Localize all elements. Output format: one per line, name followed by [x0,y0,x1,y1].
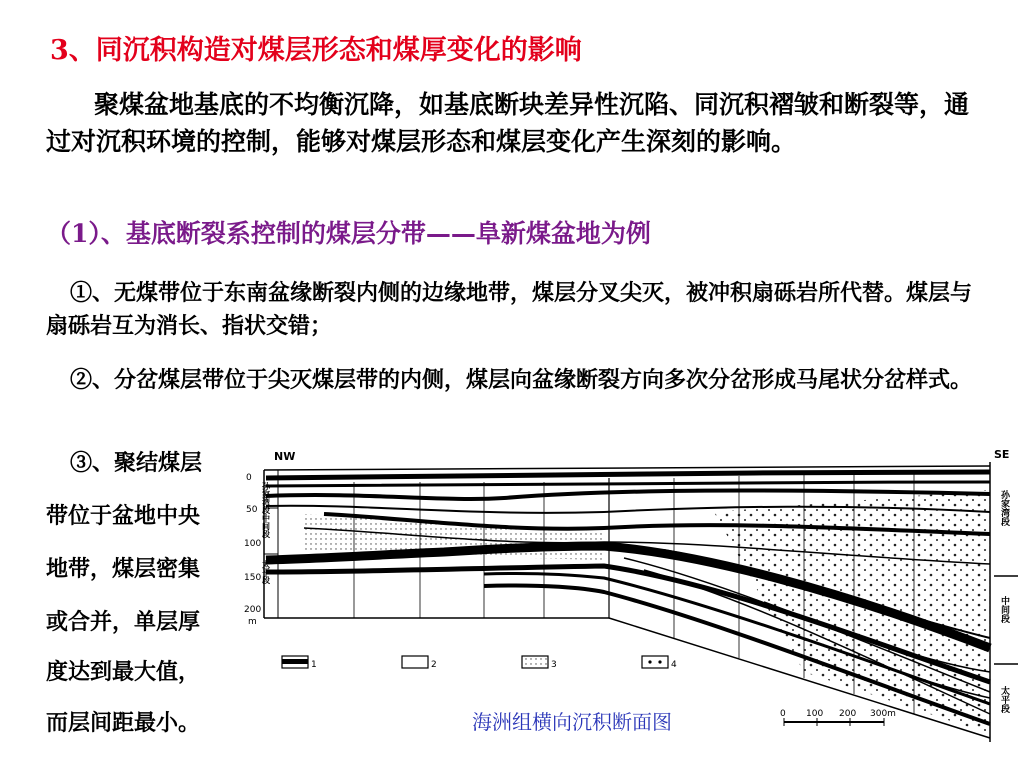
left-unit-label: 孙家湾段 [261,482,271,514]
figure-caption: 海洲组横向沉积断面图 [472,710,672,734]
item-3-line: 带位于盆地中央 [46,503,201,529]
depth-tick: 0 [246,473,252,483]
item-3-line: ③、聚结煤层 [70,450,203,476]
scale-label: 0 [780,709,786,719]
legend-swatch [522,656,548,668]
depth-tick: 150 [244,573,262,583]
left-unit-label: 太平段 [261,560,271,584]
depth-unit: m [248,617,257,627]
item-3-line: 度达到最大值， [46,659,201,685]
legend-swatch [402,656,428,668]
item-3-line: 或合并，单层厚 [46,609,201,635]
intro-paragraph: 聚煤盆地基底的不均衡沉降，如基底断块差异性沉陷、同沉积褶皱和断裂等，通过对沉积环境的控制，能够对煤层形态和煤层变化产生深刻的影响。 [46,90,970,156]
legend-swatch [642,656,668,668]
cross-section-figure [244,442,1024,746]
right-unit-label: 孙家湾段 [999,490,1009,526]
scale-bar [780,709,896,726]
left-unit-label: 中间段 [261,514,271,538]
scale-label: 200 [839,709,857,719]
scale-label: 100 [806,709,824,719]
legend-label: 4 [671,660,677,670]
legend-label: 3 [551,660,557,670]
item-2-paragraph: ②、分岔煤层带位于尖灭煤层带的内侧，煤层向盆缘断裂方向多次分岔形成马尾状分岔样式。 [70,367,973,393]
legend-swatch-coal [282,659,308,664]
scale-label: 300m [870,709,896,719]
legend-label: 1 [311,660,317,670]
depth-tick: 100 [244,539,262,549]
depth-tick: 50 [246,505,258,515]
slide-title: 3、同沉积构造对煤层形态和煤厚变化的影响 [50,35,582,66]
right-unit-label: 中间段 [999,596,1009,623]
se-label: SE [994,448,1010,461]
item-1-paragraph: ①、无煤带位于东南盆缘断裂内侧的边缘地带，煤层分叉尖灭，被冲积扇砾岩所代替。煤层与扇砾岩互为消长、指状交错； [46,280,973,339]
item-3-line: 地带，煤层密集 [46,556,201,582]
legend-label: 2 [431,660,437,670]
section-subtitle: （1）、基底断裂系控制的煤层分带——阜新煤盆地为例 [46,219,651,248]
nw-label: NW [274,450,296,463]
item-3-line: 而层间距最小。 [46,710,201,736]
right-unit-label: 太平段 [999,686,1009,713]
depth-tick: 200 [244,605,262,615]
